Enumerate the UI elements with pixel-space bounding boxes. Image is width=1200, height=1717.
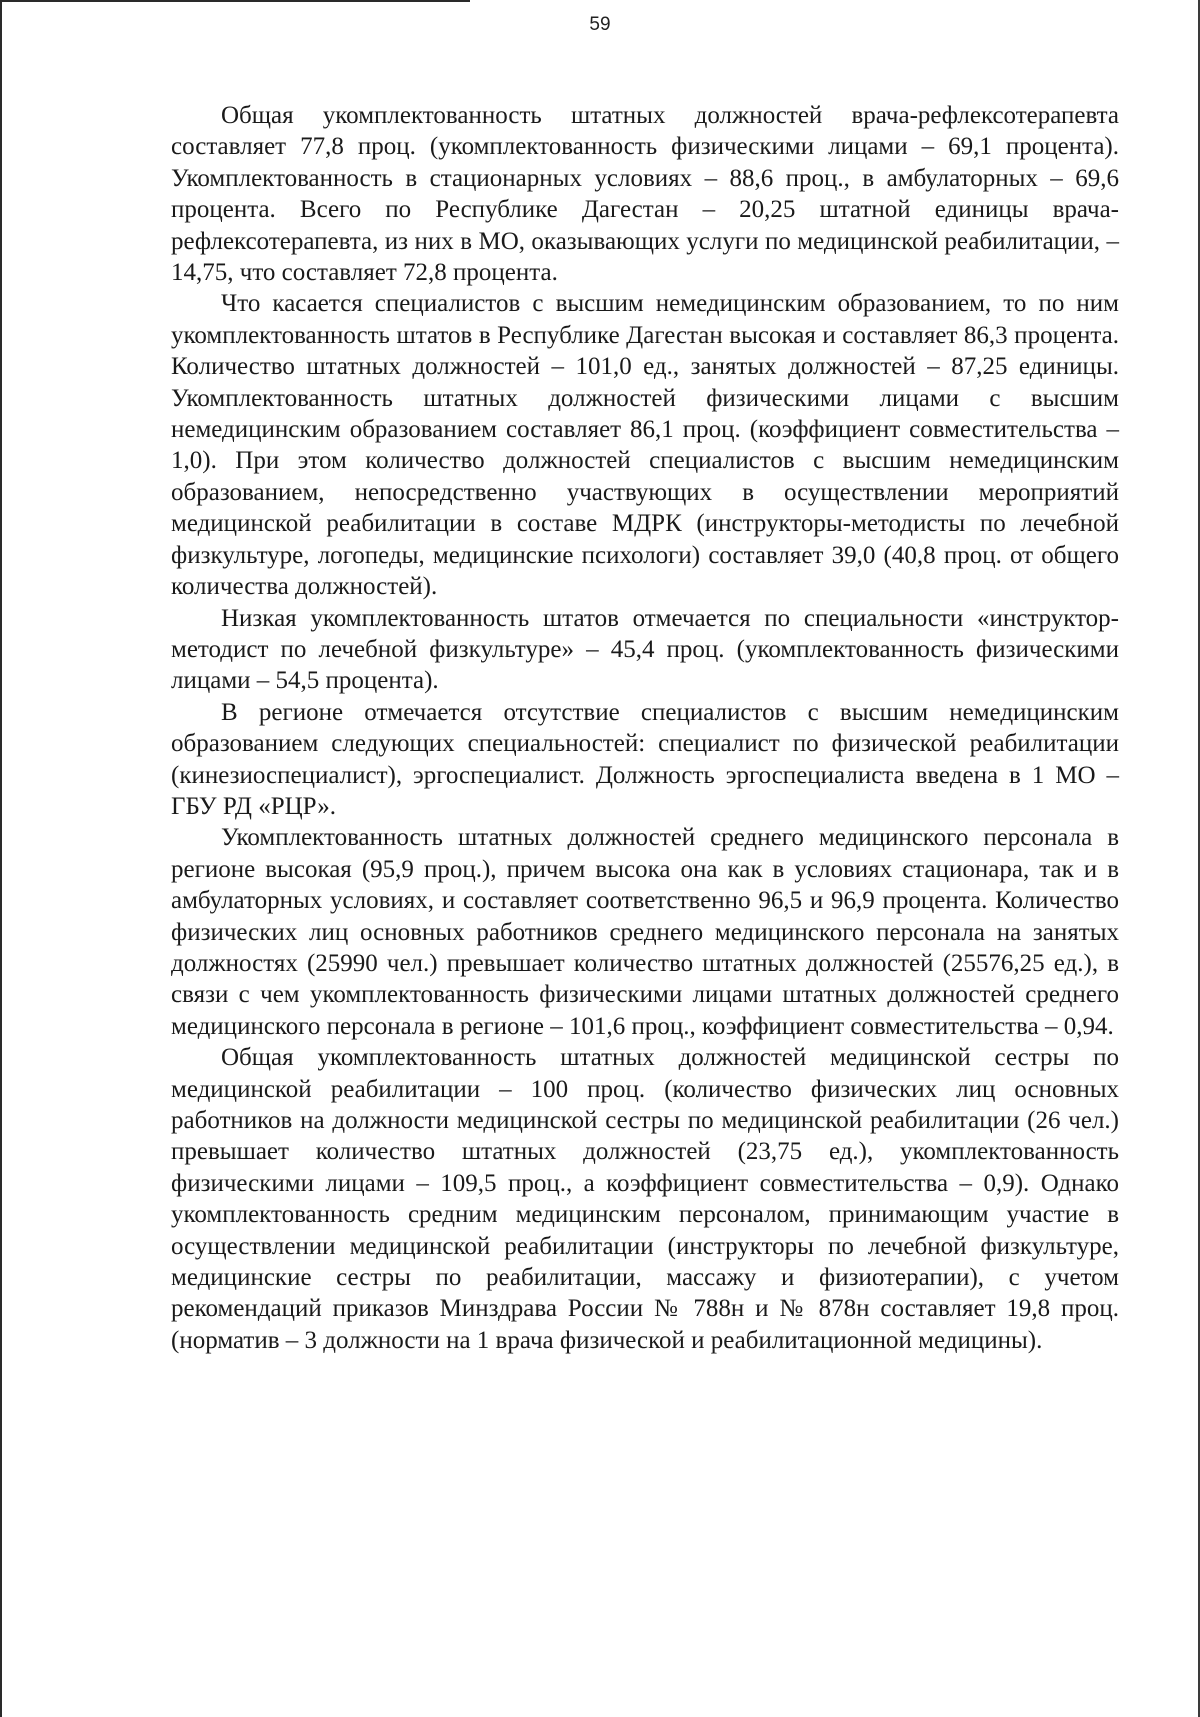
paragraph-missing-specialists: В регионе отмечается отсутствие специалистов с высшим немедицинским образованием следующих специальностей: специалист по физической реабилитации (кинезиоспециалист), эргоспециалист. Должность эргоспециалиста введена в 1 МО – ГБУ РД «РЦР». — [171, 698, 1119, 820]
paragraph-instructor-methodist: Низкая укомплектованность штатов отмечается по специальности «инструктор-методист по лечебной физкультуре» – 45,4 проц. (укомплектованность физическими лицами – 54,5 процента). — [171, 604, 1119, 695]
paragraph-rehab-nurse: Общая укомплектованность штатных должностей медицинской сестры по медицинской реабилитации – 100 проц. (количество физических лиц основных работников на должности медицинской сестры по медицинской реабилитации (26 чел.) превышает количество штатных должностей (23,75 ед.), укомплектованность физическими лицами – 109,5 проц., а коэффициент совместительства – 0,9). Однако укомплектованность средним медицинским персоналом, принимающим участие в осуществлении медицинской реабилитации (инструкторы по лечебной физкультуре, медицинские сестры по реабилитации, массажу и физиотерапии), с учетом рекомендаций приказов Минздрава России № 788н и № 878н составляет 19,8 проц. (норматив – 3 должности на 1 врача физической и реабилитационной медицины). — [171, 1044, 1119, 1354]
paragraph-reflexotherapist: Общая укомплектованность штатных должностей врача-рефлексотерапевта составляет 77,8 проц. (укомплектованность физическими лицами – 69,1 процента). Укомплектованность в стационарных условиях – 88,6 проц., в амбулаторных – 69,6 процента. Всего по Республике Дагестан – 20,25 штатной единицы врача-рефлексотерапевта, из них в МО, оказывающих услуги по медицинской реабилитации, – 14,75, что составляет 72,8 процента. — [171, 102, 1119, 287]
paragraph-non-medical-specialists: Что касается специалистов с высшим немедицинским образованием, то по ним укомплектованность штатов в Республике Дагестан высокая и составляет 86,3 процента. Количество штатных должностей – 101,0 ед., занятых должностей – 87,25 единицы. Укомплектованность штатных должностей физическими лицами с высшим немедицинским образованием составляет 86,1 проц. (коэффициент совместительства – 1,0). При этом количество должностей специалистов с высшим немедицинским образованием, непосредственно участвующих в осуществлении мероприятий медицинской реабилитации в составе МДРК (инструкторы-методисты по лечебной физкультуре, логопеды, медицинские психологи) составляет 39,0 (40,8 проц. от общего количества должностей). — [171, 290, 1119, 601]
scan-border-top — [0, 0, 470, 2]
page-number: 59 — [589, 14, 611, 35]
scan-border-left — [0, 0, 2, 1717]
paragraph-nursing-staff: Укомплектованность штатных должностей среднего медицинского персонала в регионе высокая (95,9 проц.), причем высока она как в условиях стационара, так и в амбулаторных условиях, и составляет соответственно 96,5 и 96,9 процента. Количество физических лиц основных работников среднего медицинского персонала на занятых должностях (25990 чел.) превышает количество штатных должностей (25576,25 ед.), в связи с чем укомплектованность физическими лицами штатных должностей среднего медицинского персонала в регионе – 101,6 проц., коэффициент совместительства – 0,94. — [171, 824, 1119, 1040]
document-body — [171, 100, 1119, 1356]
